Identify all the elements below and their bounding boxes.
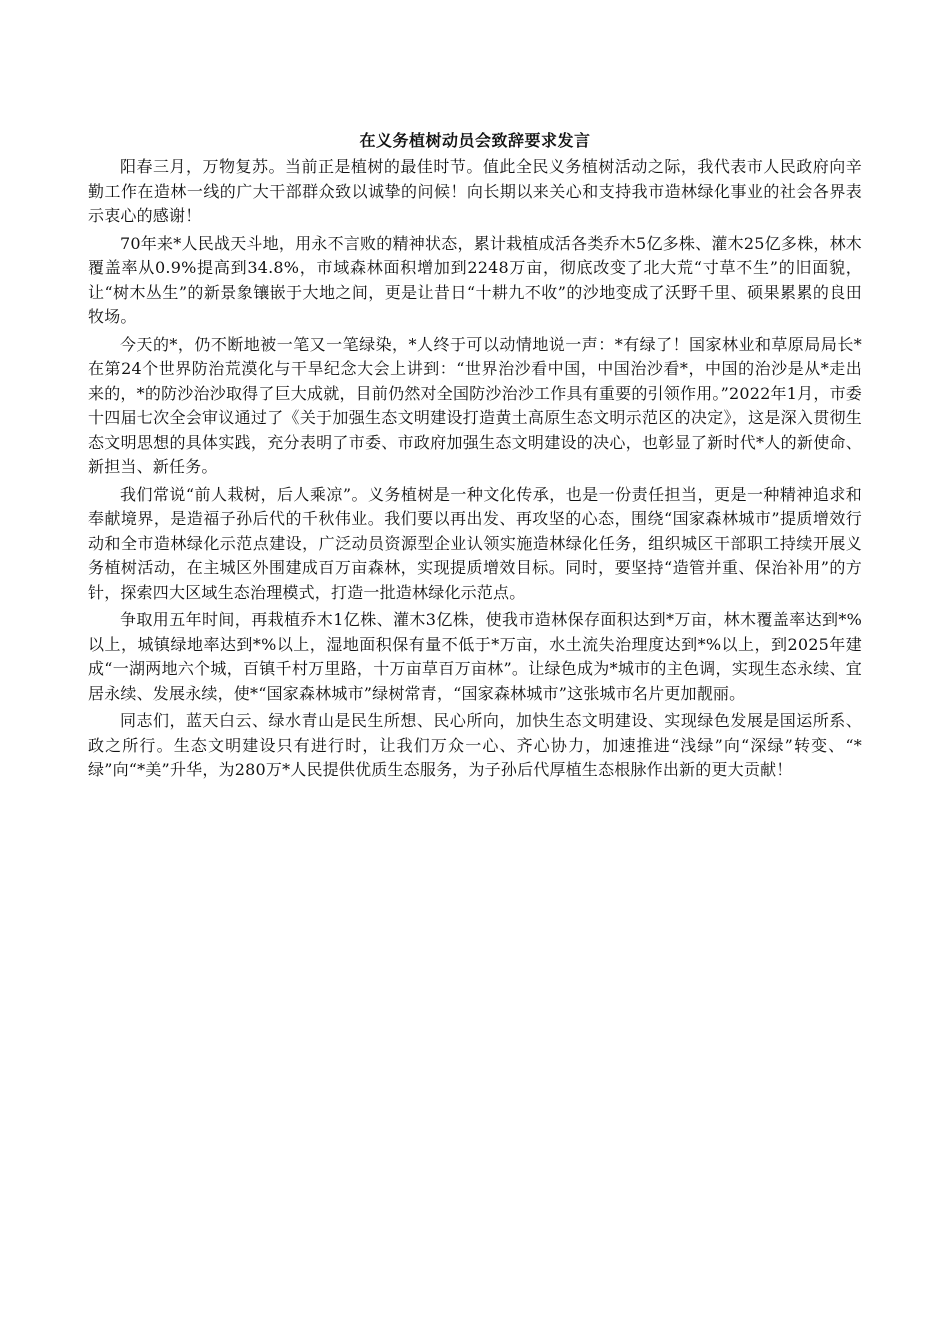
paragraph-achievements: 70年来*人民战天斗地，用永不言败的精神状态，累计栽植成活各类乔木5亿多株、灌木25亿多株，林木覆盖率从0.9%提高到34.8%，市域森林面积增加到2248万亩，彻底改变了北大荒“寸草不生”的旧面貌，让“树木丛生”的新景象镶嵌于大地之间，更是让昔日“十耕九不收”的沙地变成了沃野千里、硕果累累的良田牧场。 <box>88 233 862 326</box>
document-title: 在义务植树动员会致辞要求发言 <box>359 131 591 150</box>
paragraph-closing: 同志们，蓝天白云、绿水青山是民生所想、民心所向，加快生态文明建设、实现绿色发展是国运所系、政之所行。生态文明建设只有进行时，让我们万众一心、齐心协力，加速推进“浅绿”向“深绿”转变、“*绿”向“*美”升华，为280万*人民提供优质生态服务，为子孙后代厚植生态根脉作出新的更大贡献！ <box>88 711 862 779</box>
paragraph-goals: 争取用五年时间，再栽植乔木1亿株、灌木3亿株，使我市造林保存面积达到*万亩，林木覆盖率达到*%以上，城镇绿地率达到*%以上，湿地面积保有量不低于*万亩，水土流失治理度达到*%以上，到2025年建成“一湖两地六个城，百镇千村万里路，十万亩草百万亩林”。让绿色成为*城市的主色调，实现生态永续、宜居永续、发展永续，使*“国家森林城市”绿树常青，“国家森林城市”这张城市名片更加靓丽。 <box>88 610 862 703</box>
paragraph-today: 今天的*，仍不断地被一笔又一笔绿染，*人终于可以动情地说一声：*有绿了！国家林业和草原局局长*在第24个世界防治荒漠化与干旱纪念大会上讲到：“世界治沙看中国，中国治沙看*，中国的治沙是从*走出来的，*的防沙治沙取得了巨大成就，目前仍然对全国防沙治沙工作具有重要的引领作用。”2022年1月，市委十四届七次全会审议通过了《关于加强生态文明建设打造黄土高原生态文明示范区的决定》，这是深入贯彻生态文明思想的具体实践，充分表明了市委、市政府加强生态文明建设的决心，也彰显了新时代*人的新使命、新担当、新任务。 <box>88 334 862 476</box>
paragraph-greeting: 阳春三月，万物复苏。当前正是植树的最佳时节。值此全民义务植树活动之际，我代表市人民政府向辛勤工作在造林一线的广大干部群众致以诚挚的问候！向长期以来关心和支持我市造林绿化事业的社会各界表示衷心的感谢！ <box>88 157 862 225</box>
paragraph-tasks: 我们常说“前人栽树，后人乘凉”。义务植树是一种文化传承，也是一份责任担当，更是一种精神追求和奉献境界，是造福子孙后代的千秋伟业。我们要以再出发、再攻坚的心态，围绕“国家森林城市”提质增效行动和全市造林绿化示范点建设，广泛动员资源型企业认领实施造林绿化任务，组织城区干部职工持续开展义务植树活动，在主城区外围建成百万亩森林，实现提质增效目标。同时，要坚持“造管并重、保治补用”的方针，探索四大区域生态治理模式，打造一批造林绿化示范点。 <box>88 484 862 602</box>
document-page <box>88 128 862 786</box>
